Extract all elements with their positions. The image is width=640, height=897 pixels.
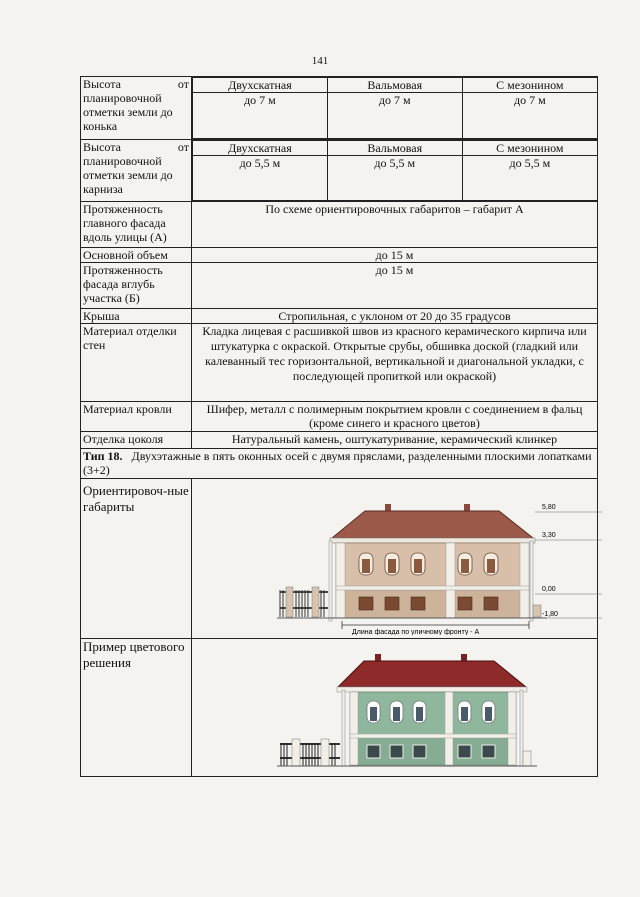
level-lines <box>535 512 602 618</box>
pilaster-middle <box>445 692 453 765</box>
eave-height-values <box>192 140 598 202</box>
wall-material-label: Материал отделки стен <box>81 324 192 402</box>
roof-type-gable: Двухскатная <box>193 78 328 93</box>
pilaster-right <box>508 692 516 765</box>
belt-course <box>336 586 529 590</box>
dimension-caption: Длина фасада по уличному фронту - А <box>352 629 480 635</box>
roof-red <box>338 661 526 687</box>
ridge-height-values <box>192 77 598 140</box>
requirements-table <box>80 76 598 777</box>
depth-value: до 15 м <box>192 263 598 309</box>
pilaster-right <box>520 543 529 618</box>
type-number: Тип 18. <box>83 449 123 463</box>
pilaster-middle <box>446 543 455 618</box>
row-main-volume <box>81 248 598 263</box>
row-color-example <box>81 639 598 777</box>
eave-type-gable: Двухскатная <box>193 141 328 156</box>
pilaster-left <box>350 692 358 765</box>
roof-material-value: Шифер, металл с полимерным покрытием кровли с соединением в фальц (кроме синего и красного цветов) <box>192 402 598 432</box>
house-dimensions-drawing <box>192 479 602 635</box>
roof-type-hip: Вальмовая <box>327 78 462 93</box>
wall-material-value: Кладка лицевая с расшивкой швов из красного керамического кирпича или штукатурка с окраской. Открытые срубы, обшивка доской (гладкий или калеванный тес горизонтальной, вертикальной и диагональной укладки, с последующей пропиткой или окраской) <box>192 324 598 402</box>
type-header <box>81 449 598 479</box>
pilaster-left <box>336 543 345 618</box>
roof-type-mezzanine: С мезонином <box>462 78 597 93</box>
row-eave-height <box>81 140 598 202</box>
drainpipe-right <box>530 541 533 621</box>
row-dimensions <box>81 479 598 639</box>
house-color-drawing <box>192 639 602 773</box>
drainpipe-right <box>520 690 523 766</box>
ridge-value-gable: до 7 м <box>193 93 328 139</box>
roof-brown <box>332 511 533 538</box>
facade-length-label: Протяженность главного фасада вдоль улицы (А) <box>81 202 192 248</box>
drainpipe-left <box>342 690 345 766</box>
eave-value-mezzanine: до 5,5 м <box>462 156 597 201</box>
mark-zero: 0,00 <box>542 586 556 593</box>
color-example-cell <box>192 639 598 777</box>
facade-length-value: По схеме ориентировочных габаритов – габарит А <box>192 202 598 248</box>
color-example-label: Пример цветового решения <box>81 639 192 777</box>
eave-type-hip: Вальмовая <box>327 141 462 156</box>
depth-label: Протяженность фасада вглубь участка (Б) <box>81 263 192 309</box>
drainpipe-left <box>329 541 332 621</box>
ridge-value-mezzanine: до 7 м <box>462 93 597 139</box>
eave-value-hip: до 5,5 м <box>327 156 462 201</box>
eave-type-mezzanine: С мезонином <box>462 141 597 156</box>
belt-course <box>350 734 516 738</box>
page-number: 141 <box>311 55 329 67</box>
row-type-header <box>81 449 598 479</box>
eave-height-label: Высота от планировочной отметки земли до карниза <box>81 140 192 202</box>
mark-ground: -1,80 <box>542 611 558 618</box>
roof-value: Стропильная, с уклоном от 20 до 35 градусов <box>192 309 598 324</box>
plinth-value: Натуральный камень, оштукатуривание, керамический клинкер <box>192 432 598 449</box>
cornice <box>330 538 535 543</box>
row-facade-length <box>81 202 598 248</box>
ridge-height-label: Высота от планировочной отметки земли до конька <box>81 77 192 140</box>
cornice <box>337 687 527 692</box>
eave-value-gable: до 5,5 м <box>193 156 328 201</box>
row-wall-material <box>81 324 598 402</box>
row-roof <box>81 309 598 324</box>
row-plinth <box>81 432 598 449</box>
row-roof-material <box>81 402 598 432</box>
main-volume-value: до 15 м <box>192 248 598 263</box>
row-ridge-height <box>81 77 598 140</box>
type-description: Двухэтажные в пять оконных осей с двумя пряслами, разделенными плоскими лопатками (3+2) <box>83 449 592 477</box>
roof-label: Крыша <box>81 309 192 324</box>
mark-eave: 3,30 <box>542 532 556 539</box>
row-depth <box>81 263 598 309</box>
ridge-value-hip: до 7 м <box>327 93 462 139</box>
plinth-label: Отделка цоколя <box>81 432 192 449</box>
roof-material-label: Материал кровли <box>81 402 192 432</box>
mark-ridge: 5,80 <box>542 504 556 511</box>
dimensions-label: Ориентировоч-ные габариты <box>81 479 192 639</box>
main-volume-label: Основной объем <box>81 248 192 263</box>
dimensions-drawing-cell <box>192 479 598 639</box>
